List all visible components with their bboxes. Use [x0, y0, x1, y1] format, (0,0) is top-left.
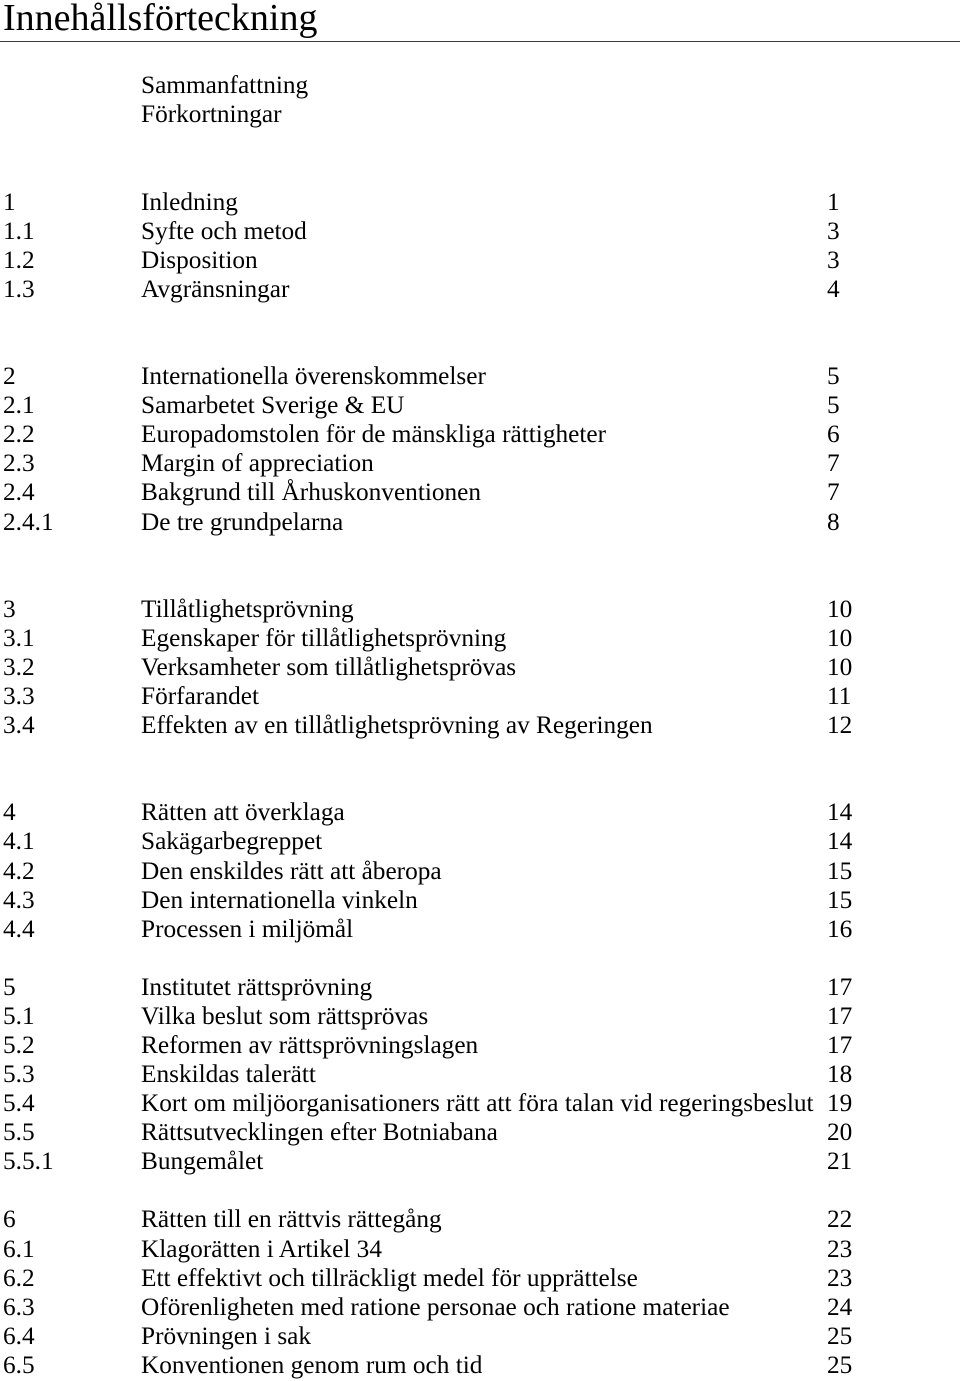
toc-entry-title: Syfte och metod [141, 216, 307, 245]
toc-entry [0, 1118, 960, 1147]
toc-entry [0, 217, 960, 246]
toc-entry [0, 1089, 960, 1118]
toc-entry-number: 4.4 [3, 914, 35, 943]
toc-entry [0, 508, 960, 537]
toc-entry-page: 1 [827, 187, 840, 216]
toc-entry-title: Europadomstolen för de mänskliga rättigheter [141, 420, 607, 449]
toc-entry-number: 5.4 [3, 1089, 35, 1118]
toc-entry-page: 8 [827, 507, 840, 536]
toc-entry-number: 2.4.1 [3, 507, 54, 536]
toc-heading: Innehållsförteckning [3, 0, 318, 39]
toc-entry-page: 17 [827, 1030, 853, 1059]
toc-chapter-group [0, 1205, 960, 1379]
toc-entry [0, 711, 960, 740]
toc-entry [0, 653, 960, 682]
toc-entry-number: 6.5 [3, 1350, 35, 1379]
toc-entry-page: 3 [827, 216, 840, 245]
toc-entry-title: Bakgrund till Århuskonventionen [141, 478, 482, 507]
toc-entry-title: Egenskaper för tillåtlighetsprövning [141, 623, 507, 652]
toc-entry [0, 188, 960, 217]
toc-entry [0, 798, 960, 827]
toc-entry [0, 275, 960, 304]
toc-entry [0, 886, 960, 915]
toc-entry-page: 25 [827, 1321, 853, 1350]
toc-entry-title: Vilka beslut som rättsprövas [141, 1001, 429, 1030]
toc-entry-number: 4.3 [3, 885, 35, 914]
toc-entry-page: 21 [827, 1147, 853, 1176]
toc-entry-title: Den internationella vinkeln [141, 885, 418, 914]
toc-entry-title: De tre grundpelarna [141, 507, 344, 536]
toc-entry-number: 6.2 [3, 1263, 35, 1292]
toc-entry-title: Processen i miljömål [141, 914, 354, 943]
toc-entry [0, 1002, 960, 1031]
toc-entry-page: 18 [827, 1060, 853, 1089]
toc-entry-title: Rätten att överklaga [141, 798, 345, 827]
toc-entry-page: 10 [827, 623, 853, 652]
toc-entry-title: Samarbetet Sverige & EU [141, 391, 405, 420]
toc-entry-page: 10 [827, 652, 853, 681]
toc-entry-number: 6.1 [3, 1234, 35, 1263]
toc-entry-number: 6.3 [3, 1292, 35, 1321]
toc-entry [0, 1293, 960, 1322]
toc-entry-number: 5.1 [3, 1001, 35, 1030]
toc-entry [0, 449, 960, 478]
toc-entry-page: 20 [827, 1118, 853, 1147]
toc-entry [0, 682, 960, 711]
toc-entry-page: 22 [827, 1205, 853, 1234]
toc-entry-title: Den enskildes rätt att åberopa [141, 856, 442, 885]
toc-entry-number: 5.5 [3, 1118, 35, 1147]
toc-entry-title: Internationella överenskommelser [141, 362, 486, 391]
toc-entry-title: Oförenligheten med ratione personae och ratione materiae [141, 1292, 730, 1321]
toc-entry-title: Reformen av rättsprövningslagen [141, 1030, 479, 1059]
toc-entry-title: Konventionen genom rum och tid [141, 1350, 483, 1379]
toc-entry-title: Prövningen i sak [141, 1321, 312, 1350]
toc-entry-title: Avgränsningar [141, 274, 290, 303]
toc-entry [0, 1264, 960, 1293]
toc-entry-number: 5.3 [3, 1060, 35, 1089]
toc-entry-number: 5.5.1 [3, 1147, 54, 1176]
toc-entry-number: 3.4 [3, 711, 35, 740]
toc-entry-number: 1.2 [3, 245, 35, 274]
toc-entry-page: 6 [827, 420, 840, 449]
toc-entry-page: 14 [827, 827, 853, 856]
toc-entry [0, 1351, 960, 1380]
toc-entry-page: 17 [827, 972, 853, 1001]
toc-entry [0, 1322, 960, 1351]
toc-entry [0, 1031, 960, 1060]
toc-entry [0, 1147, 960, 1176]
toc-entry [0, 624, 960, 653]
toc-entry-page: 14 [827, 798, 853, 827]
toc-entry-page: 7 [827, 449, 840, 478]
toc-entry-title: Effekten av en tillåtlighetsprövning av Regeringen [141, 711, 653, 740]
toc-entry-number: 5 [3, 972, 16, 1001]
toc-entry-title: Tillåtlighetsprövning [141, 594, 354, 623]
toc-entry-page: 23 [827, 1263, 853, 1292]
toc-entry-number: 3.1 [3, 623, 35, 652]
toc-entry [0, 973, 960, 1002]
front-matter-list [0, 71, 960, 129]
toc-entry [0, 391, 960, 420]
toc-entry [0, 246, 960, 275]
toc-entry-number: 1.1 [3, 216, 35, 245]
toc-entry-title: Kort om miljöorganisationers rätt att föra talan vid regeringsbeslut [141, 1089, 814, 1118]
toc-entry-number: 3 [3, 594, 16, 623]
toc-entry [0, 1235, 960, 1264]
toc-entry [0, 420, 960, 449]
toc-chapter-group [0, 798, 960, 943]
toc-entry-page: 15 [827, 856, 853, 885]
toc-entry-number: 6 [3, 1205, 16, 1234]
toc-entry-number: 4 [3, 798, 16, 827]
front-matter-item [0, 71, 960, 100]
toc-entry [0, 1205, 960, 1234]
toc-entry-number: 4.2 [3, 856, 35, 885]
toc-entry-page: 7 [827, 478, 840, 507]
toc-entry [0, 478, 960, 507]
toc-entry-title: Disposition [141, 245, 258, 274]
toc-entry-title: Rättsutvecklingen efter Botniabana [141, 1118, 498, 1147]
front-matter-item [0, 100, 960, 129]
toc-entry-page: 19 [827, 1089, 853, 1118]
toc-entry [0, 827, 960, 856]
toc-entry [0, 362, 960, 391]
toc-entry-page: 24 [827, 1292, 853, 1321]
toc-entry-number: 2.2 [3, 420, 35, 449]
toc-entry-title: Ett effektivt och tillräckligt medel för upprättelse [141, 1263, 638, 1292]
toc-entry-title: Rätten till en rättvis rättegång [141, 1205, 442, 1234]
toc-entry-number: 5.2 [3, 1030, 35, 1059]
toc-entry-number: 1 [3, 187, 16, 216]
toc-entry-page: 11 [827, 682, 852, 711]
toc-entry [0, 857, 960, 886]
front-matter-title: Förkortningar [141, 100, 282, 129]
toc-entry [0, 595, 960, 624]
toc-entry-number: 2 [3, 362, 16, 391]
toc-entry-title: Klagorätten i Artikel 34 [141, 1234, 382, 1263]
toc-header [0, 0, 960, 42]
toc-entry-number: 3.3 [3, 682, 35, 711]
toc-chapter-group [0, 188, 960, 304]
toc-entry-number: 2.1 [3, 391, 35, 420]
toc-entry-number: 3.2 [3, 652, 35, 681]
toc-entry-page: 17 [827, 1001, 853, 1030]
toc-entry-title: Institutet rättsprövning [141, 972, 373, 1001]
toc-entry-title: Verksamheter som tillåtlighetsprövas [141, 652, 517, 681]
toc-entry-title: Margin of appreciation [141, 449, 374, 478]
toc-entry-page: 12 [827, 711, 853, 740]
toc-entry [0, 1060, 960, 1089]
toc-entry-page: 25 [827, 1350, 853, 1379]
front-matter-title: Sammanfattning [141, 71, 309, 100]
toc-entry-title: Bungemålet [141, 1147, 264, 1176]
toc-entry-page: 5 [827, 391, 840, 420]
toc-entry-page: 3 [827, 245, 840, 274]
toc-entry-title: Sakägarbegreppet [141, 827, 323, 856]
toc-entry-page: 10 [827, 594, 853, 623]
toc-entry-page: 16 [827, 914, 853, 943]
toc-entry-page: 23 [827, 1234, 853, 1263]
toc-entry-number: 2.4 [3, 478, 35, 507]
toc-entry-title: Enskildas talerätt [141, 1060, 316, 1089]
toc-entry-number: 4.1 [3, 827, 35, 856]
toc-entry-page: 4 [827, 274, 840, 303]
toc-entry-number: 1.3 [3, 274, 35, 303]
toc-chapter-group [0, 362, 960, 536]
toc-chapter-group [0, 973, 960, 1177]
toc-entry-page: 5 [827, 362, 840, 391]
toc-entry [0, 915, 960, 944]
toc-entry-title: Inledning [141, 187, 238, 216]
toc-entry-page: 15 [827, 885, 853, 914]
table-of-contents [0, 71, 960, 1380]
toc-entry-number: 6.4 [3, 1321, 35, 1350]
toc-entry-title: Förfarandet [141, 682, 259, 711]
toc-chapter-group [0, 595, 960, 740]
toc-entry-number: 2.3 [3, 449, 35, 478]
